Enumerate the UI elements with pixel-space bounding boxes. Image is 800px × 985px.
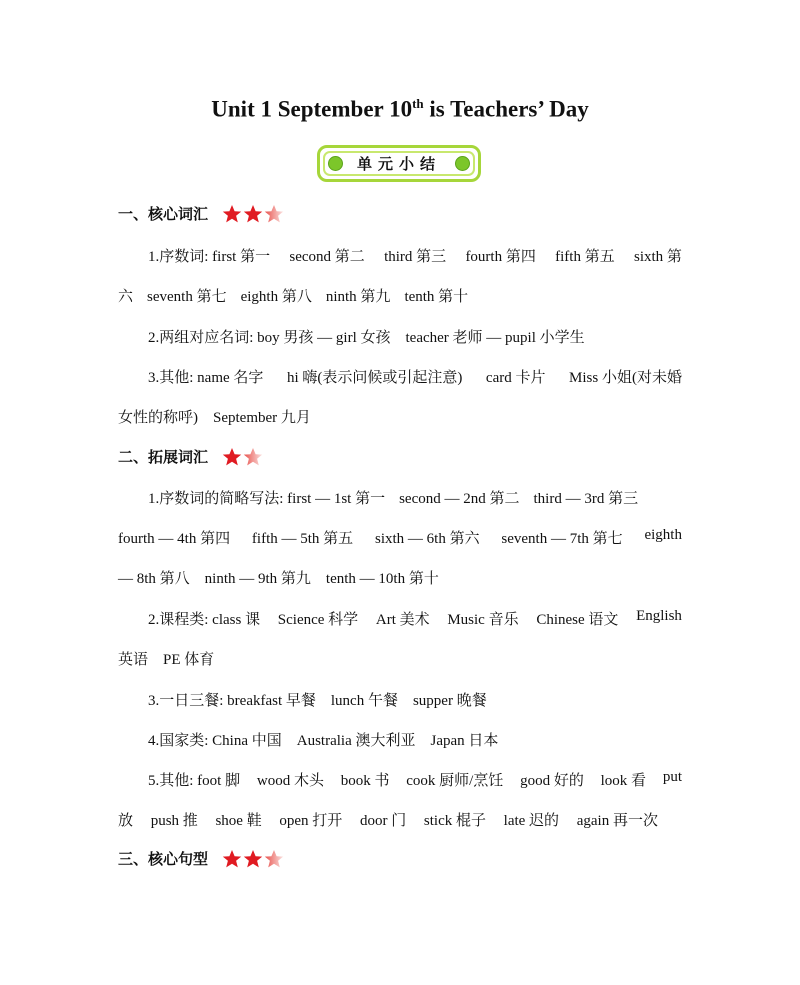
green-dot-icon xyxy=(455,156,470,171)
s2-line-5: 英语 PE 体育 xyxy=(118,652,215,668)
star-full-icon xyxy=(222,849,242,869)
s1-line-2: 六 seventh 第七 eighth 第八 ninth 第九 tenth 第十 xyxy=(118,289,469,305)
s2-line-8: 5.其他: foot 脚 wood 木头 book 书 cook 厨师/烹饪 good 好的 look 看 put xyxy=(148,769,682,789)
star-faded-icon xyxy=(264,204,284,224)
s2-line-7: 4.国家类: China 中国 Australia 澳大利亚 Japan 日本 xyxy=(148,733,499,749)
s1-line-3: 2.两组对应名词: boy 男孩 — girl 女孩 teacher 老师 — pupil 小学生 xyxy=(148,330,585,346)
page-title: Unit 1 September 10th is Teachers’ Day xyxy=(211,96,589,122)
s2-line-3: — 8th 第八 ninth — 9th 第九 tenth — 10th 第十 xyxy=(118,571,439,587)
star-full-icon xyxy=(222,447,242,467)
badge-label: 单元小结 xyxy=(356,155,441,173)
s2-line-9: 放 push 推 shoe 鞋 open 打开 door 门 stick 棍子 late 迟的 again 再一次 xyxy=(118,813,658,829)
s2-line-6: 3.一日三餐: breakfast 早餐 lunch 午餐 supper 晚餐 xyxy=(148,693,487,709)
rating-stars xyxy=(222,849,284,869)
rating-stars xyxy=(222,447,263,467)
s1-line-4: 3.其他: name 名字 hi 嗨(表示问候或引起注意) card 卡片 Miss 小姐(对未婚 xyxy=(148,370,682,386)
rating-stars xyxy=(222,204,284,224)
star-full-icon xyxy=(222,204,242,224)
unit-summary-badge xyxy=(317,145,481,182)
star-full-icon xyxy=(243,849,263,869)
section-heading-extended-vocab: 二、拓展词汇 xyxy=(118,446,263,467)
star-faded-icon xyxy=(243,447,263,467)
star-full-icon xyxy=(243,204,263,224)
green-dot-icon xyxy=(328,156,343,171)
s2-line-4: 2.课程类: class 课 Science 科学 Art 美术 Music 音乐 Chinese 语文 English xyxy=(148,608,682,628)
section-heading-core-vocab: 一、核心词汇 xyxy=(118,203,284,224)
s2-line-2: fourth — 4th 第四 fifth — 5th 第五 sixth — 6th 第六 seventh — 7th 第七 eighth xyxy=(118,527,682,547)
s2-line-1: 1.序数词的简略写法: first — 1st 第一 second — 2nd 第二 third — 3rd 第三 xyxy=(148,491,639,507)
s1-line-5: 女性的称呼) September 九月 xyxy=(118,410,311,426)
star-faded-icon xyxy=(264,849,284,869)
s1-line-1: 1.序数词: first 第一 second 第二 third 第三 fourth 第四 fifth 第五 sixth 第 xyxy=(148,249,682,265)
section-heading-core-sentences: 三、核心句型 xyxy=(118,848,284,869)
